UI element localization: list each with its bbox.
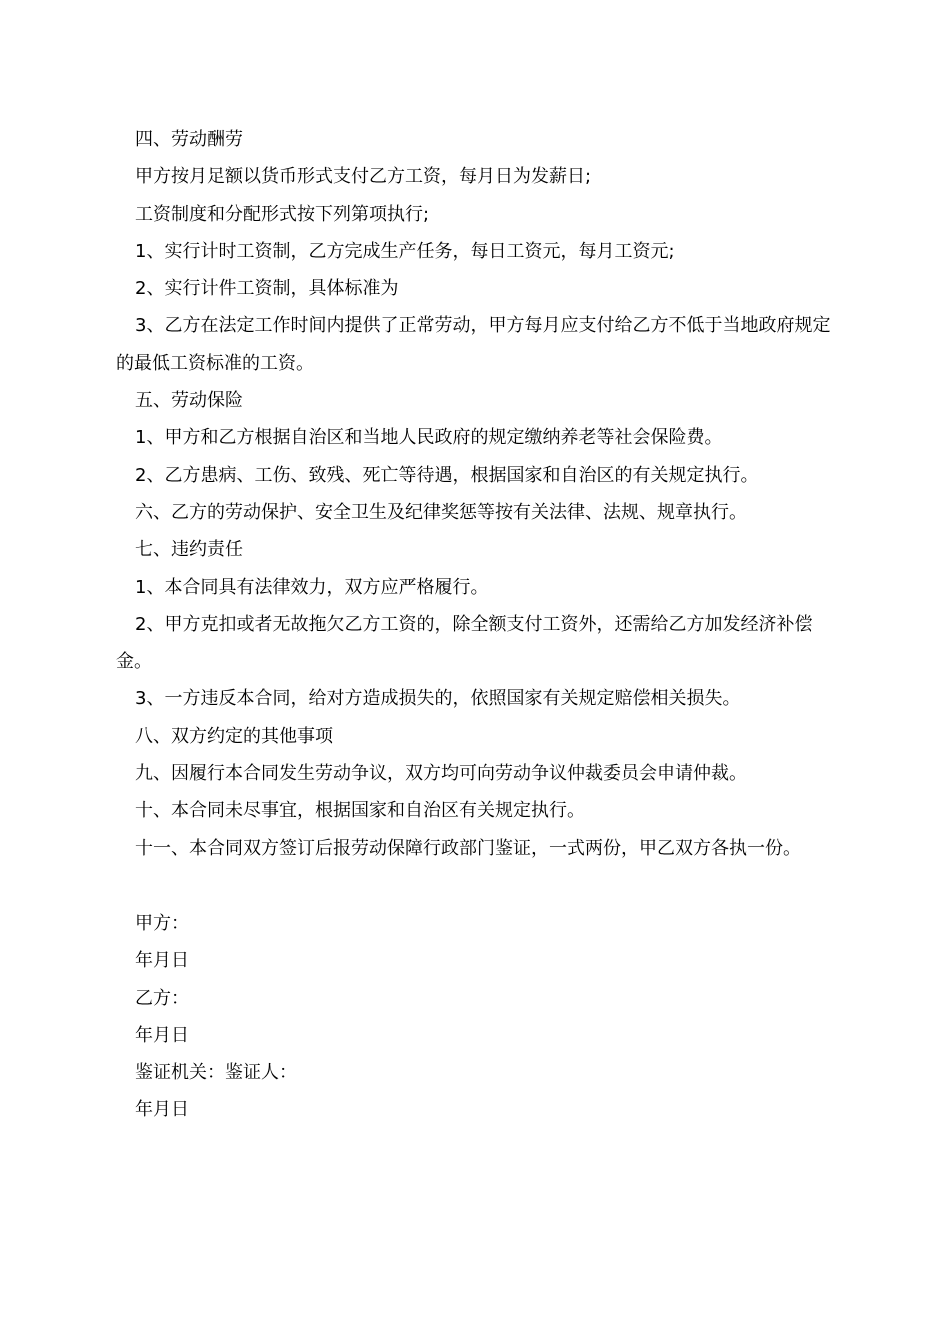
signature-block	[116, 905, 841, 1129]
paragraph: 甲方按月足额以货币形式支付乙方工资，每月日为发薪日;	[135, 166, 592, 188]
paragraph: 2、乙方患病、工伤、致残、死亡等待遇，根据国家和自治区的有关规定执行。	[135, 464, 759, 486]
section-heading-remuneration: 四、劳动酬劳	[135, 129, 243, 150]
section-copies: 十一、本合同双方签订后报劳动保障行政部门鉴证，一式两份，甲乙双方各执一份。	[135, 837, 801, 859]
section-heading-insurance: 五、劳动保险	[135, 390, 243, 412]
party-a-label: 甲方：	[135, 913, 189, 934]
section-unresolved-matters: 十、本合同未尽事宜，根据国家和自治区有关规定执行。	[135, 800, 585, 822]
party-b-date: 年月日	[135, 1024, 189, 1046]
party-a-date: 年月日	[135, 950, 189, 972]
paragraph: 2、实行计件工资制，具体标准为	[135, 278, 399, 300]
paragraph: 1、实行计时工资制，乙方完成生产任务，每日工资元，每月工资元;	[135, 240, 675, 262]
section-heading-liability: 七、违约责任	[135, 539, 243, 561]
party-b-label: 乙方：	[135, 987, 189, 1009]
paragraph: 1、本合同具有法律效力，双方应严格履行。	[135, 576, 489, 598]
authority-label: 鉴证机关：鉴证人：	[135, 1062, 297, 1084]
contract-body	[116, 121, 841, 867]
paragraph: 2、甲方克扣或者无故拖欠乙方工资的，除全额支付工资外，还需给乙方加发经济补偿金。	[116, 613, 813, 673]
paragraph: 3、乙方在法定工作时间内提供了正常劳动，甲方每月应支付给乙方不低于当地政府规定的最低工资标准的工资。	[116, 315, 831, 374]
paragraph: 工资制度和分配形式按下列第项执行;	[135, 203, 430, 225]
section-heading-other-matters: 八、双方约定的其他事项	[135, 725, 333, 747]
section-dispute-resolution: 九、因履行本合同发生劳动争议，双方均可向劳动争议仲裁委员会申请仲裁。	[135, 763, 747, 785]
paragraph: 1、甲方和乙方根据自治区和当地人民政府的规定缴纳养老等社会保险费。	[135, 427, 723, 449]
authority-date: 年月日	[135, 1099, 189, 1121]
section-labor-protection: 六、乙方的劳动保护、安全卫生及纪律奖惩等按有关法律、法规、规章执行。	[135, 501, 747, 523]
paragraph: 3、一方违反本合同，给对方造成损失的，依照国家有关规定赔偿相关损失。	[135, 688, 741, 710]
